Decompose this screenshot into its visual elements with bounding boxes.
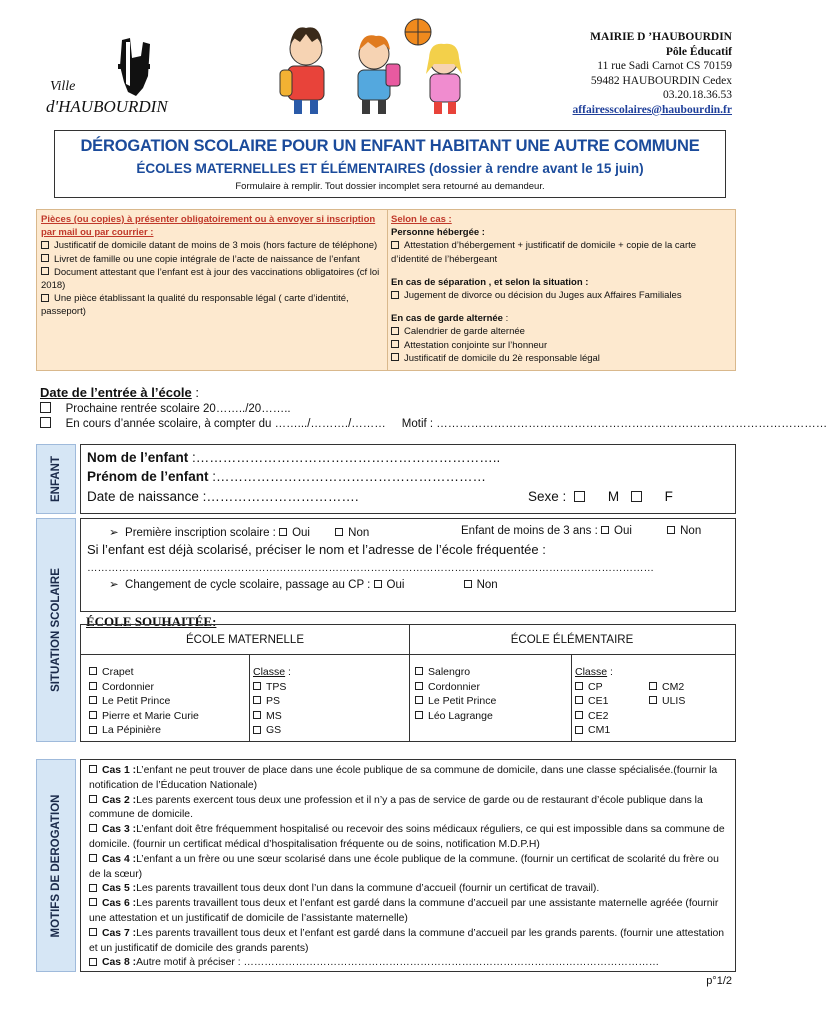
checkbox-icon[interactable] <box>89 898 97 906</box>
arrow-bullet-icon: ➢ <box>109 579 126 591</box>
school-item: Le Petit Prince <box>89 694 199 709</box>
nom-label: Nom de l’enfant <box>87 450 189 465</box>
school-item: Crapet <box>89 665 199 680</box>
checkbox-icon[interactable] <box>89 795 97 803</box>
piece-item: Justificatif de domicile datant de moins de 3 mois (hors facture de téléphone) <box>41 239 381 252</box>
motif-case: Cas 4 :L’enfant a un frère ou une sœur scolarisé dans une école publique de la commune. (fournir un certificat de scolarité du frère ou de la sœur) <box>89 853 719 880</box>
checkbox-icon[interactable] <box>89 958 97 966</box>
changement-cycle-label: Changement de cycle scolaire, passage au CP : <box>125 579 374 591</box>
motif-case: Cas 2 :Les parents exercent tous deux une profession et il n’y a pas de service de garde ou de restaurant d’école publique dans la commune de domicile. <box>89 794 703 821</box>
mairie-address1: 11 rue Sadi Carnot CS 70159 <box>597 60 732 72</box>
pieces-obligatoires <box>41 213 381 319</box>
situation-side-tab: SITUATION SCOLAIRE <box>36 518 76 742</box>
checkbox-icon[interactable] <box>391 241 399 249</box>
children-illustration <box>266 14 476 119</box>
checkbox-icon[interactable] <box>575 682 583 690</box>
prochaine-rentree-checkbox[interactable] <box>40 402 51 413</box>
checkbox-icon[interactable] <box>89 696 97 704</box>
checkbox-icon[interactable] <box>89 854 97 862</box>
situation-scolaire-box: ➢ Première inscription scolaire : Oui Non Enfant de moins de 3 ans : Oui Non Si l’enfant est déjà scolarisé, préciser le nom et l’adresse de l’école fréquentée : ……………………………………………………………………………………………………………………………………………… ➢ Changement de cycle scolaire, passage au CP : Oui Non <box>80 518 736 612</box>
prochaine-rentree-text: Prochaine rentrée scolaire 20……../20…….. <box>65 403 291 415</box>
nom-field[interactable]: :………………………………………………………….. <box>188 450 501 465</box>
moins3-non-checkbox[interactable] <box>667 526 675 534</box>
maternelle-classes: Classe : TPS PS MS GS <box>253 666 291 737</box>
motifs-side-tab: MOTIFS DE DEROGATION <box>36 759 76 972</box>
en-cours-checkbox[interactable] <box>40 417 51 428</box>
sexe-m-checkbox[interactable] <box>574 491 585 502</box>
naissance-field[interactable]: Date de naissance :……………………………. <box>87 489 359 504</box>
separation-title: En cas de séparation , et selon la situation : <box>391 276 589 288</box>
motifs-list <box>89 764 729 971</box>
class-item: GS <box>253 723 291 738</box>
school-item: La Pépinière <box>89 723 199 738</box>
mairie-name: MAIRIE D ’HAUBOURDIN <box>590 31 732 43</box>
moins3-oui-checkbox[interactable] <box>601 526 609 534</box>
class-item: CE1 <box>575 694 613 709</box>
premiere-non-checkbox[interactable] <box>335 528 343 536</box>
checkbox-icon[interactable] <box>253 682 261 690</box>
premiere-oui-checkbox[interactable] <box>279 528 287 536</box>
checkbox-icon[interactable] <box>41 254 49 262</box>
checkbox-icon[interactable] <box>415 696 423 704</box>
mairie-address2: 59482 HAUBOURDIN Cedex <box>590 74 732 87</box>
checkbox-icon[interactable] <box>89 726 97 734</box>
en-cours-text: En cours d’année scolaire, à compter du …….../………./……… <box>65 418 386 430</box>
logo-ville-text: Ville <box>50 79 76 94</box>
checkbox-icon[interactable] <box>89 765 97 773</box>
school-item: Cordonnier <box>89 680 199 695</box>
school-item: Cordonnier <box>415 680 496 695</box>
checkbox-icon[interactable] <box>391 340 399 348</box>
checkbox-icon[interactable] <box>41 241 49 249</box>
enfant-box <box>80 444 736 514</box>
pieces-justificatives-box <box>36 209 736 371</box>
motif-case: Cas 5 :Les parents travaillent tous deux dont l’un dans la commune d’accueil (fournir un certificat de travail). <box>89 882 729 897</box>
premiere-inscription-label: Première inscription scolaire : <box>125 527 280 539</box>
checkbox-icon[interactable] <box>391 327 399 335</box>
selon-cas-title: Selon le cas : <box>391 214 452 225</box>
page-title: DÉROGATION SCOLAIRE POUR UN ENFANT HABITANT UNE AUTRE COMMUNE <box>80 137 700 155</box>
arrow-bullet-icon: ➢ <box>109 527 126 539</box>
mairie-pole: Pôle Éducatif <box>665 45 732 58</box>
elementaire-schools <box>415 665 496 723</box>
motif-case: Cas 1 :L’enfant ne peut trouver de place dans une école publique de sa commune de domicile, dans une classe spécialisée.(fournir la notification de l’Éducation Nationale) <box>89 765 718 791</box>
sexe-f-checkbox[interactable] <box>631 491 642 502</box>
checkbox-icon[interactable] <box>415 667 423 675</box>
checkbox-icon[interactable] <box>89 824 97 832</box>
school-item: Salengro <box>415 665 496 680</box>
piece-item: Document attestant que l’enfant est à jour des vaccinations obligatoires (cf loi 2018) <box>41 266 380 292</box>
ecole-souhaitee-title: ÉCOLE SOUHAITÉE: <box>86 614 217 629</box>
school-item: Pierre et Marie Curie <box>89 709 199 724</box>
checkbox-icon[interactable] <box>415 711 423 719</box>
checkbox-icon[interactable] <box>649 682 657 690</box>
prenom-field[interactable]: :…………………………………………………… <box>208 469 487 484</box>
page-subtitle: ÉCOLES MATERNELLES ET ÉLÉMENTAIRES (dossier à rendre avant le 15 juin) <box>136 161 644 176</box>
motif-case: Cas 6 :Les parents travaillent tous deux et l’enfant est gardé dans la commune d’accueil par une assistante maternelle agréée (fournir une attestation et un justificatif de domicile de l’assistante maternelle) <box>89 898 719 924</box>
checkbox-icon[interactable] <box>41 294 49 302</box>
class-item: PS <box>253 694 291 709</box>
school-item: Léo Lagrange <box>415 709 496 724</box>
prenom-label: Prénom de l’enfant <box>87 469 209 484</box>
sexe-f-label: F <box>664 489 673 504</box>
sexe-label: Sexe : <box>528 489 567 504</box>
maternelle-header: ÉCOLE MATERNELLE <box>81 625 409 655</box>
checkbox-icon[interactable] <box>575 726 583 734</box>
date-entree-section: Date de l’entrée à l’école : Prochaine rentrée scolaire 20……../20…….. En cours d’année scolaire, à compter du …….../………./……… Motif : ………………………………………………………………………………………… <box>40 385 827 430</box>
deja-scolarise-text: Si l’enfant est déjà scolarisé, préciser le nom et l’adresse de l’école fréquentée : <box>87 542 546 557</box>
elementaire-header: ÉCOLE ÉLÉMENTAIRE <box>409 625 735 655</box>
checkbox-icon[interactable] <box>253 696 261 704</box>
page-number: p°1/2 <box>706 975 732 987</box>
mairie-address-block <box>573 30 732 117</box>
checkbox-icon[interactable] <box>415 682 423 690</box>
garde-item: Attestation conjointe sur l’honneur <box>391 339 731 352</box>
mairie-phone: 03.20.18.36.53 <box>663 89 732 101</box>
class-item: CP <box>575 680 613 695</box>
class-item: TPS <box>253 680 291 695</box>
garde-item: Calendrier de garde alternée <box>391 325 731 338</box>
ecole-frequentee-field[interactable]: ……………………………………………………………………………………………………………………………………………… <box>87 562 654 574</box>
ville-haubourdin-logo <box>44 36 204 118</box>
garde-item: Justificatif de domicile du 2è responsable légal <box>391 352 731 365</box>
elementaire-classes-2 <box>649 680 685 709</box>
enfant-side-tab: ENFANT <box>36 444 76 514</box>
maternelle-schools <box>89 665 199 738</box>
checkbox-icon[interactable] <box>89 928 97 936</box>
checkbox-icon[interactable] <box>575 696 583 704</box>
checkbox-icon[interactable] <box>89 884 97 892</box>
cp-non-checkbox[interactable] <box>464 580 472 588</box>
checkbox-icon[interactable] <box>253 711 261 719</box>
checkbox-icon[interactable] <box>253 726 261 734</box>
motifs-derogation-box <box>80 759 736 972</box>
checkbox-icon[interactable] <box>89 711 97 719</box>
separation-item: Jugement de divorce ou décision du Juges aux Affaires Familiales <box>391 289 731 302</box>
checkbox-icon[interactable] <box>41 267 49 275</box>
motif-case: Cas 3 :L’enfant doit être fréquemment hospitalisé ou recevoir des soins médicaux réguliers, ce qui est impossible dans sa commune de domicile. (fournir un certificat médical d’hospitalisation fréquente ou de soins, notification M.D.P.H) <box>89 824 725 850</box>
garde-title: En cas de garde alternée <box>391 313 503 325</box>
heberge-title: Personne hébergée : <box>391 227 485 239</box>
checkbox-icon[interactable] <box>89 667 97 675</box>
class-item: ULIS <box>649 694 685 709</box>
date-entree-label: Date de l’entrée à l’école <box>40 385 192 400</box>
school-item: Le Petit Prince <box>415 694 496 709</box>
class-item: CM2 <box>649 680 685 695</box>
class-item: CE2 <box>575 709 613 724</box>
checkbox-icon[interactable] <box>391 353 399 361</box>
elementaire-classes: Classe : CP CE1 CE2 CM1 <box>575 666 613 737</box>
checkbox-icon[interactable] <box>89 682 97 690</box>
class-item: CM1 <box>575 723 613 738</box>
motif-field[interactable]: Motif : ………………………………………………………………………………………… <box>401 418 827 430</box>
checkbox-icon[interactable] <box>649 696 657 704</box>
form-note: Formulaire à remplir. Tout dossier incomplet sera retourné au demandeur. <box>235 181 545 192</box>
motif-case: Cas 8 :Autre motif à préciser : ………………………………………………………………………………………………………… <box>89 956 729 971</box>
moins3-label: Enfant de moins de 3 ans : <box>461 525 602 537</box>
sexe-m-label: M <box>607 489 620 504</box>
class-item: MS <box>253 709 291 724</box>
heberge-item: Attestation d’hébergement + justificatif de domicile + copie de la carte d’identité de l’hébergeant <box>391 240 697 265</box>
logo-haubourdin-text: d'HAUBOURDIN <box>46 97 168 116</box>
mairie-email-link[interactable]: affairesscolaires@haubourdin.fr <box>572 103 732 116</box>
ecole-souhaitee-table <box>80 624 736 742</box>
motif-case: Cas 7 :Les parents travaillent tous deux et l’enfant est gardé dans la commune d’accueil par les grands parents. (fournir une attestation et un justificatif de domicile des grands parents) <box>89 927 725 954</box>
pieces-selon-cas: Selon le cas : Personne hébergée : Attestation d’hébergement + justificatif de domicile + copie de la carte d’identité de l’hébergeant En cas de séparation , et selon la situation : Jugement de divorce ou décision du Juges aux Affaires Familiales En cas de garde alternée : Calendrier de garde alternée Attestation conjointe sur l’honneur Justificatif de domicile du 2è responsable légal <box>391 213 731 365</box>
cp-oui-checkbox[interactable] <box>374 580 382 588</box>
pieces-title: Pièces (ou copies) à présenter obligatoirement ou à envoyer si inscription par mail ou par courrier : <box>41 214 376 239</box>
checkbox-icon[interactable] <box>391 291 399 299</box>
piece-item: Une pièce établissant la qualité du responsable légal ( carte d’identité, passeport) <box>41 293 349 318</box>
checkbox-icon[interactable] <box>575 711 583 719</box>
piece-item: Livret de famille ou une copie intégrale de l’acte de naissance de l’enfant <box>41 253 381 266</box>
